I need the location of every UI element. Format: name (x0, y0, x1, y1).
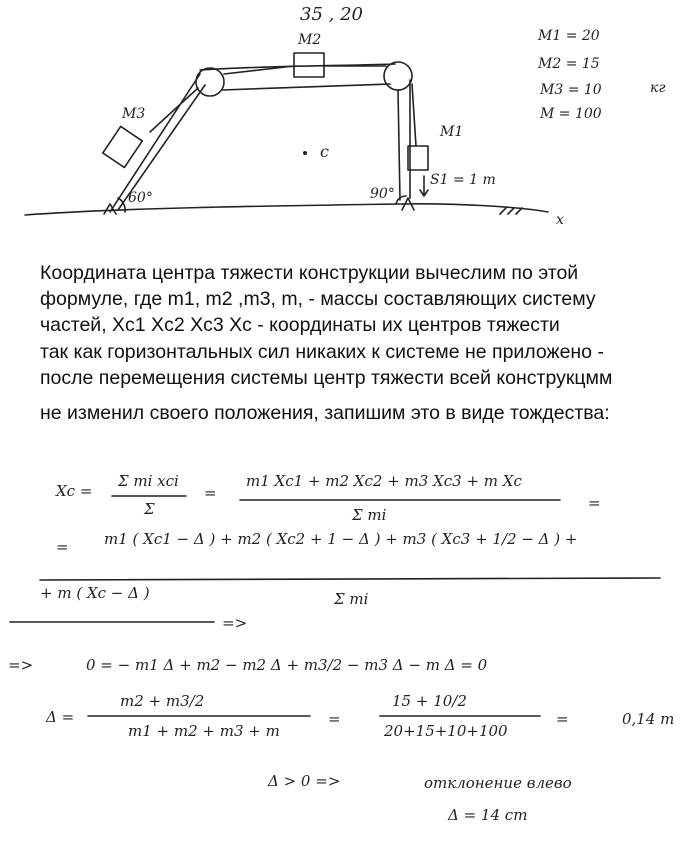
concl-lhs: Δ > 0 => (268, 772, 341, 790)
eq-delta: Δ = (46, 708, 75, 726)
eq-eq1: = (204, 484, 217, 502)
eq-eq3: = (56, 538, 69, 556)
x-axis-label: x (556, 212, 564, 228)
text-line-5: после перемещения системы центр тяжести всей конструкцмм (40, 367, 613, 389)
eq-eq4: = (328, 710, 341, 728)
given-unit: кг (650, 80, 666, 96)
rope-left (150, 88, 198, 132)
block-m1 (408, 146, 428, 170)
given-m2: M2 = 15 (538, 56, 600, 72)
concl-rhs: отклонение влево (424, 774, 572, 792)
given-m1: M1 = 20 (538, 28, 600, 44)
frame-left-incline (110, 74, 200, 212)
eq-eq2: = (588, 494, 601, 512)
frame-top-inner (222, 84, 390, 90)
eq-zero: 0 = − m1 Δ + m2 − m2 Δ + m3/2 − m3 Δ − m Δ = 0 (86, 656, 488, 674)
text-line-3: частей, Xc1 Xc2 Xc3 Xc - координаты их центров тяжести (40, 314, 560, 336)
center-label: c (320, 142, 329, 161)
eq-num3a: m1 ( Xc1 − Δ ) + m2 ( Xc2 + 1 − Δ ) + m3 ( Xc3 + 1/2 − Δ ) + (104, 530, 578, 548)
angle-left-label: 60° (128, 190, 153, 206)
s1-label: S1 = 1 m (430, 172, 496, 188)
eq-den3: Σ mi (334, 590, 369, 608)
ground-line (25, 204, 548, 215)
eq-implies2: => (8, 656, 34, 674)
m3-label: M3 (122, 106, 146, 122)
angle-right-label: 90° (370, 186, 395, 202)
eq-num5: 15 + 10/2 (392, 692, 467, 710)
angle-arc-right (396, 196, 406, 204)
eq-den1: Σ (144, 500, 155, 518)
eq-num2: m1 Xc1 + m2 Xc2 + m3 Xc3 + m Xc (246, 472, 522, 490)
s1-arrow (420, 176, 428, 196)
pulley-right (384, 62, 412, 90)
text-line-4: так как горизонтальных сил никаких к системе не приложено - (40, 341, 604, 363)
rope-right (412, 84, 416, 146)
frame-right-inner (398, 90, 400, 200)
text-line-1: Координата центра тяжести конструкции вычеслим по этой (40, 262, 579, 284)
eq-xc: Xc = (56, 482, 93, 500)
eq-result: 0,14 m (622, 710, 675, 728)
final-delta: Δ = 14 cm (448, 806, 528, 824)
eq-num4: m2 + m3/2 (120, 692, 205, 710)
eq-num3b: + m ( Xc − Δ ) (40, 584, 150, 602)
frac-bar-3 (40, 578, 660, 580)
m2-label: M2 (298, 32, 322, 48)
frame-top (200, 64, 395, 70)
given-m: M = 100 (540, 106, 602, 122)
pulley-left (196, 68, 224, 96)
text-line-6: не изменил своего положения, запишим это в виде тождества: (40, 402, 610, 424)
eq-eq5: = (556, 710, 569, 728)
m1-label: M1 (440, 124, 464, 140)
eq-den2: Σ mi (352, 506, 387, 524)
dims-label: 35 , 20 (300, 4, 363, 25)
eq-implies1: => (222, 614, 248, 632)
block-m3 (103, 126, 142, 167)
given-m3: M3 = 10 (540, 82, 602, 98)
eq-num1: Σ mi xci (118, 472, 179, 490)
eq-den4: m1 + m2 + m3 + m (128, 722, 280, 740)
center-point (303, 151, 307, 155)
text-line-2: формуле, где m1, m2 ,m3, m, - массы составляющих систему (40, 288, 596, 310)
eq-den5: 20+15+10+100 (384, 722, 508, 740)
